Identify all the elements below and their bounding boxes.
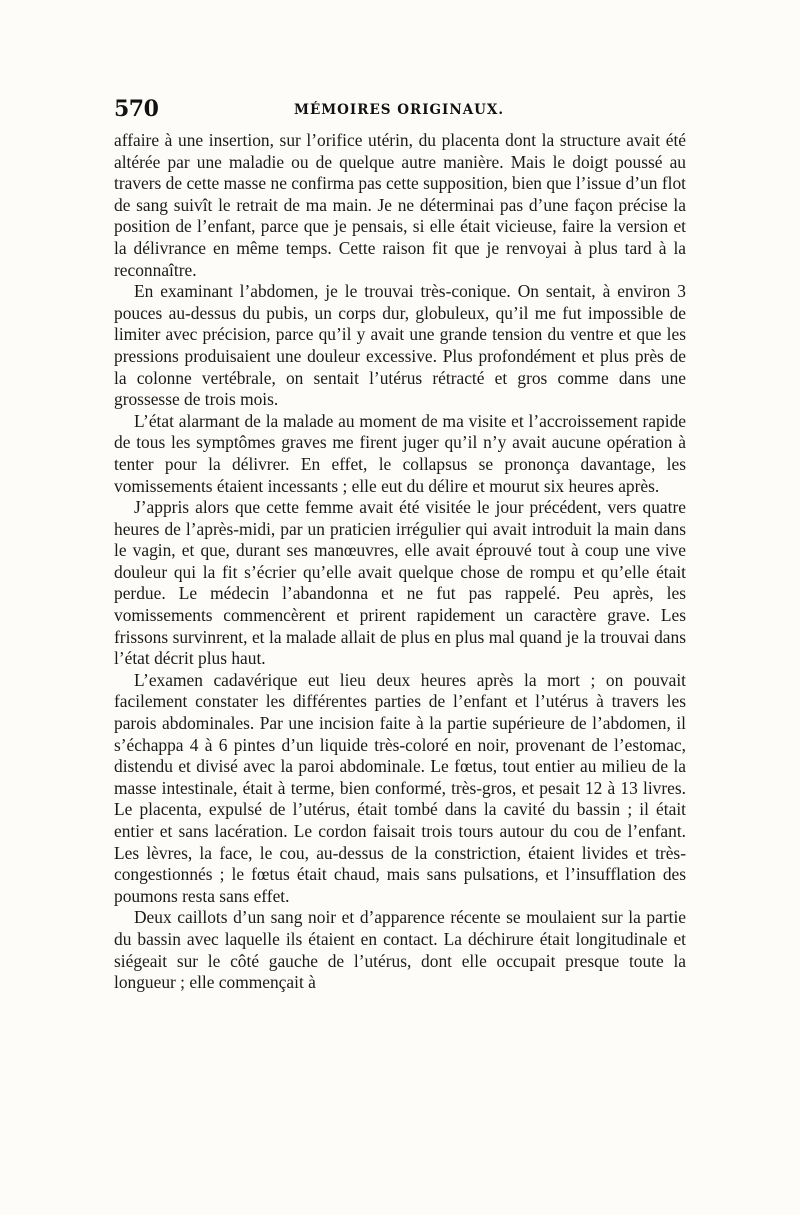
paragraph: J’appris alors que cette femme avait été visitée le jour précédent, vers quatre heures de l’après-midi, par un praticien irrégulier qui avait introduit la main dans le vagin, et que, durant ses manœuvres, elle avait éprouvé tout à coup une vive douleur qui la fit s’écrier qu’elle avait quelque chose de rompu et qu’elle était perdue. Le médecin l’abandonna et ne fut pas rappelé. Peu après, les vomissements commencèrent et prirent rapidement un caractère grave. Les frissons survinrent, et la malade allait de plus en plus mal quand je la trouvai dans l’état décrit plus haut. (114, 497, 686, 669)
running-title: MÉMOIRES ORIGINAUX. (294, 102, 505, 118)
paragraph: Deux caillots d’un sang noir et d’apparence récente se moulaient sur la partie du bassin avec laquelle ils étaient en contact. La déchirure était longitudinale et siégeait sur le côté gauche de l’utérus, dont elle occupait presque toute la longueur ; elle commençait à (114, 907, 686, 993)
paragraph: L’état alarmant de la malade au moment de ma visite et l’accroissement rapide de tous les symptômes graves me firent juger qu’il n’y avait aucune opération à tenter pour la délivrer. En effet, le collapsus se prononça davantage, les vomissements étaient incessants ; elle eut du délire et mourut six heures après. (114, 410, 686, 496)
paragraph: En examinant l’abdomen, je le trouvai très-conique. On sentait, à environ 3 pouces au-dessus du pubis, un corps dur, globuleux, qu’il me fut impossible de limiter avec précision, parce qu’il y avait une grande tension du ventre et que les pressions produisaient une douleur excessive. Plus profondément et plus près de la colonne vertébrale, on sentait l’utérus rétracté et gros comme dans une grossesse de trois mois. (114, 281, 686, 410)
page-header (114, 96, 686, 126)
paragraph: L’examen cadavérique eut lieu deux heures après la mort ; on pouvait facilement constater les différentes parties de l’enfant et l’utérus à travers les parois abdominales. Par une incision faite à la partie supérieure de l’abdomen, il s’échappa 4 à 6 pintes d’un liquide très-coloré en noir, provenant de l’estomac, distendu et divisé avec la paroi abdominale. Le fœtus, tout entier au milieu de la masse intestinale, était à terme, bien conformé, très-gros, et pesait 12 à 13 livres. Le placenta, expulsé de l’utérus, était tombé dans la cavité du bassin ; il était entier et sans lacération. Le cordon faisait trois tours autour du cou de l’enfant. Les lèvres, la face, le cou, au-dessus de la constriction, étaient livides et très-congestionnés ; le fœtus était chaud, mais sans pulsations, et l’insufflation des poumons resta sans effet. (114, 669, 686, 906)
page-number: 570 (114, 96, 159, 122)
body-text (114, 130, 686, 994)
paragraph: affaire à une insertion, sur l’orifice utérin, du placenta dont la structure avait été altérée par une maladie ou de quelque autre manière. Mais le doigt poussé au travers de cette masse ne confirma pas cette supposition, bien que l’issue d’un flot de sang suivît le retrait de ma main. Je ne déterminai pas d’une façon précise la position de l’enfant, parce que je pensais, si elle était vicieuse, faire la version et la délivrance en même temps. Cette raison fit que je renvoyai à plus tard à la reconnaître. (114, 130, 686, 280)
